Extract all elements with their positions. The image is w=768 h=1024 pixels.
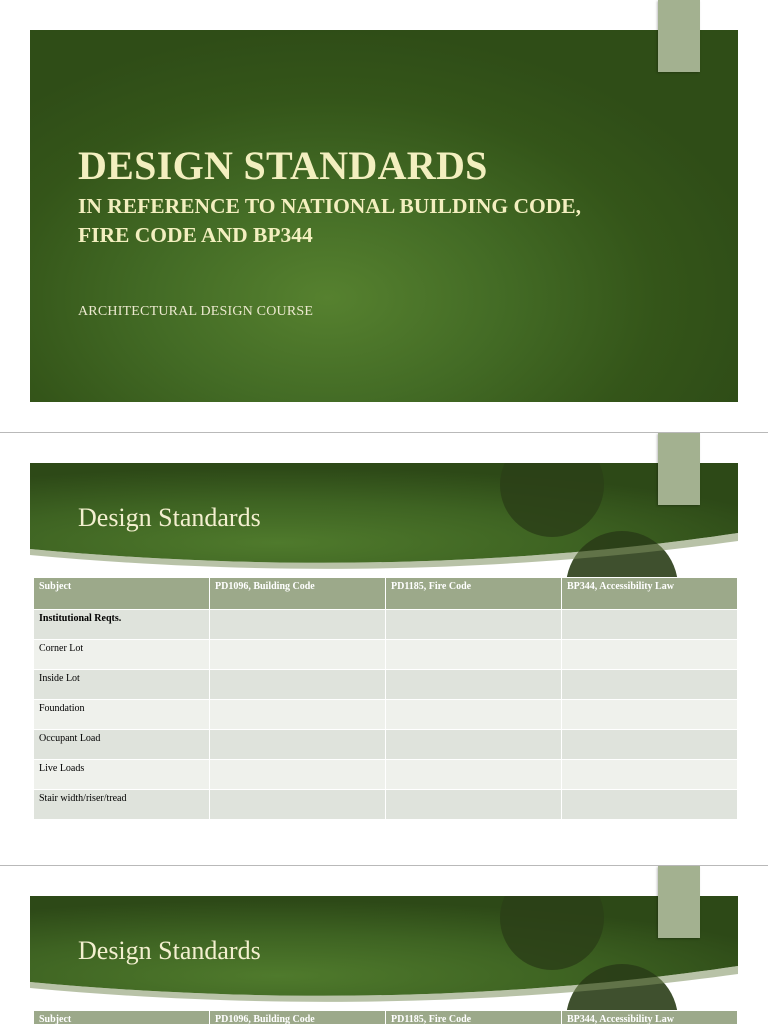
cell-fire-code <box>386 730 562 760</box>
cell-building-code <box>210 670 386 700</box>
title-slide <box>30 30 738 402</box>
presentation-title: DESIGN STANDARDS <box>78 143 488 188</box>
cell-fire-code <box>386 790 562 820</box>
design-standards-table <box>33 1010 738 1024</box>
course-name: ARCHITECTURAL DESIGN COURSE <box>78 304 314 319</box>
corner-tab <box>658 0 700 72</box>
cell-fire-code <box>386 640 562 670</box>
cell-accessibility-law <box>562 610 738 640</box>
slide-header <box>30 463 738 579</box>
cell-building-code <box>210 760 386 790</box>
cell-accessibility-law <box>562 760 738 790</box>
cell-accessibility-law <box>562 790 738 820</box>
corner-tab <box>658 433 700 505</box>
slide-title: Design Standards <box>78 936 261 965</box>
header-fire-code: PD1185, Fire Code <box>386 1011 562 1024</box>
table-header-row <box>34 578 738 610</box>
table-row <box>34 640 738 670</box>
table-header-row <box>34 1011 738 1024</box>
row-subject: Inside Lot <box>34 670 210 700</box>
page-3 <box>0 866 768 1024</box>
header-building-code: PD1096, Building Code <box>210 578 386 610</box>
row-subject: Live Loads <box>34 760 210 790</box>
row-subject: Institutional Reqts. <box>34 610 210 640</box>
header-fire-code: PD1185, Fire Code <box>386 578 562 610</box>
cell-building-code <box>210 730 386 760</box>
cell-fire-code <box>386 670 562 700</box>
presentation-subtitle: IN REFERENCE TO NATIONAL BUILDING CODE, FIRE CODE AND BP344 <box>78 194 581 247</box>
design-standards-table <box>33 577 738 820</box>
header-subject: Subject <box>34 1011 210 1024</box>
row-subject: Foundation <box>34 700 210 730</box>
cell-building-code <box>210 610 386 640</box>
row-subject: Stair width/riser/tread <box>34 790 210 820</box>
header-subject: Subject <box>34 578 210 610</box>
slide-header <box>30 896 738 1012</box>
cell-building-code <box>210 640 386 670</box>
table-row <box>34 730 738 760</box>
row-subject: Corner Lot <box>34 640 210 670</box>
header-accessibility-law: BP344, Accessibility Law <box>562 578 738 610</box>
row-subject: Occupant Load <box>34 730 210 760</box>
cell-accessibility-law <box>562 730 738 760</box>
cell-accessibility-law <box>562 700 738 730</box>
table-row <box>34 610 738 640</box>
cell-accessibility-law <box>562 670 738 700</box>
header-accessibility-law: BP344, Accessibility Law <box>562 1011 738 1024</box>
cell-building-code <box>210 790 386 820</box>
table-row <box>34 760 738 790</box>
cell-accessibility-law <box>562 640 738 670</box>
page-1 <box>0 0 768 432</box>
corner-tab <box>658 866 700 938</box>
cell-fire-code <box>386 700 562 730</box>
page-2 <box>0 433 768 865</box>
header-building-code: PD1096, Building Code <box>210 1011 386 1024</box>
table-row <box>34 670 738 700</box>
table-row <box>34 700 738 730</box>
cell-building-code <box>210 700 386 730</box>
table-row <box>34 790 738 820</box>
cell-fire-code <box>386 610 562 640</box>
cell-fire-code <box>386 760 562 790</box>
slide-title: Design Standards <box>78 503 261 532</box>
